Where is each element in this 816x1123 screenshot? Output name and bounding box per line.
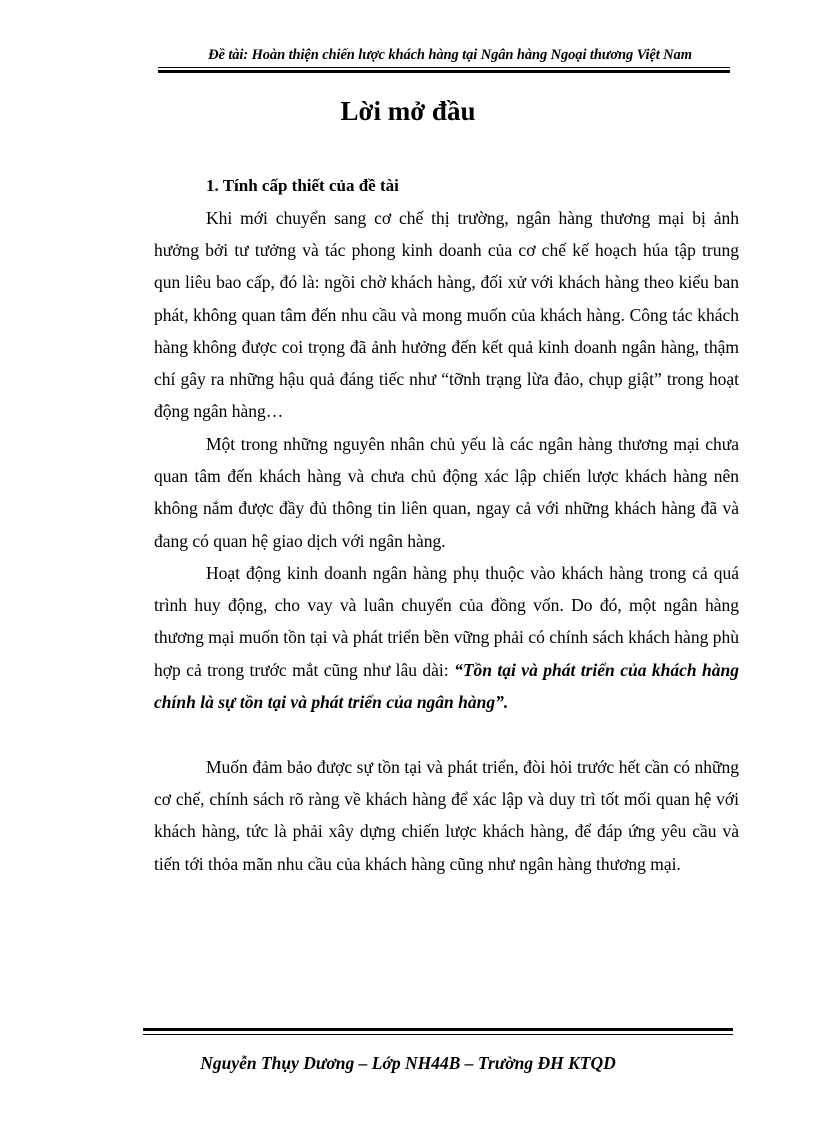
footer-text: Nguyễn Thụy Dương – Lớp NH44B – Trường ĐH KTQD: [200, 1053, 616, 1073]
paragraph-1: Khi mới chuyển sang cơ chế thị trường, ngân hàng thương mại bị ảnh hưởng bởi tư tưởng và tác phong kinh doanh của cơ chế kế hoạch húa tập trung qun liêu bao cấp, đó là: ngồi chờ khách hàng, đối xử với khách hàng theo kiểu ban phát, không quan tâm đến nhu cầu và mong muốn của khách hàng. Công tác khách hàng không được coi trọng đã ảnh hưởng đến kết quả kinh doanh ngân hàng, thậm chí gây ra những hậu quả đáng tiếc như “tỡnh trạng lừa đảo, chụp giật” trong hoạt động ngân hàng…: [154, 208, 739, 422]
paragraph-3-emphasis: “Tồn tại và phát triển của khách hàng chính là sự tồn tại và phát triển của ngân hàng”.: [154, 659, 739, 712]
section-heading: 1. Tính cấp thiết của đề tài: [206, 176, 399, 195]
page-title: Lời mở đầu: [340, 96, 476, 126]
footer-rule-thick: [143, 1028, 733, 1031]
paragraph-3-text: Hoạt động kinh doanh ngân hàng phụ thuộc vào khách hàng trong cả quá trình huy động, cho vay và luân chuyển của đồng vốn. Do đó, một ngân hàng thương mại muốn tồn tại và phát triển bền vững phải có chính sách khách hàng phù hợp cả trong trước mắt cũng như lâu dài:: [154, 563, 739, 680]
header-title: Đề tài: Hoàn thiện chiến lược khách hàng tại Ngân hàng Ngoại thương Việt Nam: [208, 47, 692, 63]
paragraph-2: Một trong những nguyên nhân chủ yếu là các ngân hàng thương mại chưa quan tâm đến khách hàng và chưa chủ động xác lập chiến lược khách hàng nên không nắm được đầy đủ thông tin liên quan, ngay cả với những khách hàng đã và đang có quan hệ giao dịch với ngân hàng.: [154, 434, 739, 551]
header-rule-thin: [158, 67, 730, 68]
paragraph-3: [154, 557, 739, 718]
paragraph-4: Muốn đảm bảo được sự tồn tại và phát triển, đòi hỏi trước hết cần có những cơ chế, chính sách rõ ràng về khách hàng để xác lập và duy trì tốt mối quan hệ với khách hàng, tức là phải xây dựng chiến lược khách hàng, để đáp ứng yêu cầu và tiến tới thỏa mãn nhu cầu của khách hàng cũng như ngân hàng thương mại.: [154, 757, 739, 874]
footer-rule-thin: [143, 1034, 733, 1035]
header-rule-thick: [158, 70, 730, 73]
